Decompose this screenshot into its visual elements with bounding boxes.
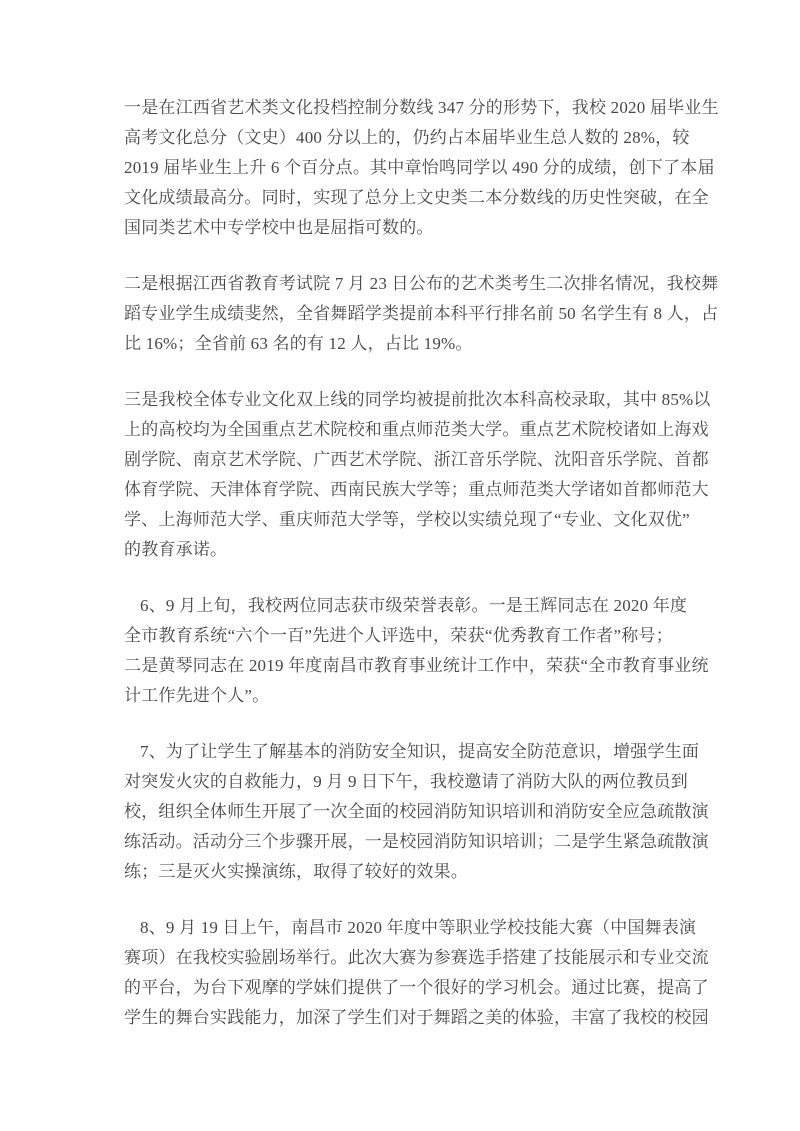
para-item-8-line-2: 赛项）在我校实验剧场举行。此次大赛为参赛选手搭建了技能展示和专业交流 (124, 948, 709, 967)
para-point-one-line-4: 文化成绩最高分。同时，实现了总分上文史类二本分数线的历史性突破，在全 (124, 188, 709, 207)
para-point-two-line-3: 比 16%；全省前 63 名的有 12 人，占比 19%。 (124, 334, 473, 353)
para-item-6-line-1: 6、9 月上旬，我校两位同志获市级荣誉表彰。一是王辉同志在 2020 年度 (140, 596, 688, 615)
para-point-two (124, 269, 719, 359)
para-item-8-line-4: 学生的舞台实践能力，加深了学生们对于舞蹈之美的体验，丰富了我校的校园 (124, 1008, 709, 1027)
para-point-two-line-1: 二是根据江西省教育考试院 7 月 23 日公布的艺术类考生二次排名情况，我校舞 (124, 274, 719, 293)
para-point-three-line-1: 三是我校全体专业文化双上线的同学均被提前批次本科高校录取，其中 85%以 (124, 390, 711, 409)
para-item-6 (124, 591, 709, 711)
para-point-one-line-5: 国同类艺术中专学校中也是屈指可数的。 (124, 218, 434, 237)
para-point-three-line-5: 学、上海师范大学、重庆师范大学等，学校以实绩兑现了“专业、文化双优” (124, 510, 690, 529)
para-item-8-line-3: 的平台，为台下观摩的学妹们提供了一个很好的学习机会。通过比赛，提高了 (124, 978, 709, 997)
para-point-three-line-6: 的教育承诺。 (124, 540, 228, 559)
para-point-one-line-3: 2019 届毕业生上升 6 个百分点。其中章怡鸣同学以 490 分的成绩，创下了本届 (124, 158, 715, 177)
para-point-three-line-3: 剧学院、南京艺术学院、广西艺术学院、浙江音乐学院、沈阳音乐学院、首都 (124, 450, 709, 469)
para-item-6-line-3: 二是黄琴同志在 2019 年度南昌市教育事业统计工作中，荣获“全市教育事业统 (124, 656, 709, 675)
para-point-three (124, 385, 711, 565)
para-point-one-line-2: 高考文化总分（文史）400 分以上的，仍约占本届毕业生总人数的 28%，较 (124, 128, 690, 147)
para-item-7-line-3: 校，组织全体师生开展了一次全面的校园消防知识培训和消防安全应急疏散演 (124, 802, 709, 821)
para-item-6-line-2: 全市教育系统“六个一百”先进个人评选中，荣获“优秀教育工作者”称号； (124, 626, 673, 645)
para-item-6-line-4: 计工作先进个人”。 (124, 686, 270, 705)
para-point-three-line-2: 上的高校均为全国重点艺术院校和重点师范类大学。重点艺术院校诸如上海戏 (124, 420, 709, 439)
para-item-7 (124, 737, 709, 887)
para-item-7-line-4: 练活动。活动分三个步骤开展，一是校园消防知识培训；二是学生紧急疏散演 (124, 832, 709, 851)
para-point-one-line-1: 一是在江西省艺术类文化投档控制分数线 347 分的形势下，我校 2020 届毕业生 (124, 98, 719, 117)
para-item-8 (124, 913, 709, 1033)
para-point-three-line-4: 体育学院、天津体育学院、西南民族大学等；重点师范类大学诸如首都师范大 (124, 480, 709, 499)
para-point-two-line-2: 蹈专业学生成绩斐然，全省舞蹈学类提前本科平行排名前 50 名学生有 8 人，占 (124, 304, 719, 323)
para-item-8-line-1: 8、9 月 19 日上午，南昌市 2020 年度中等职业学校技能大赛（中国舞表演 (140, 918, 697, 937)
para-point-one (124, 93, 719, 243)
para-item-7-line-5: 练；三是灭火实操演练，取得了较好的效果。 (124, 862, 468, 881)
para-item-7-line-1: 7、为了让学生了解基本的消防安全知识，提高安全防范意识，增强学生面 (140, 742, 700, 761)
document-body (124, 93, 719, 1033)
para-item-7-line-2: 对突发火灾的自救能力，9 月 9 日下午，我校邀请了消防大队的两位教员到 (124, 772, 688, 791)
